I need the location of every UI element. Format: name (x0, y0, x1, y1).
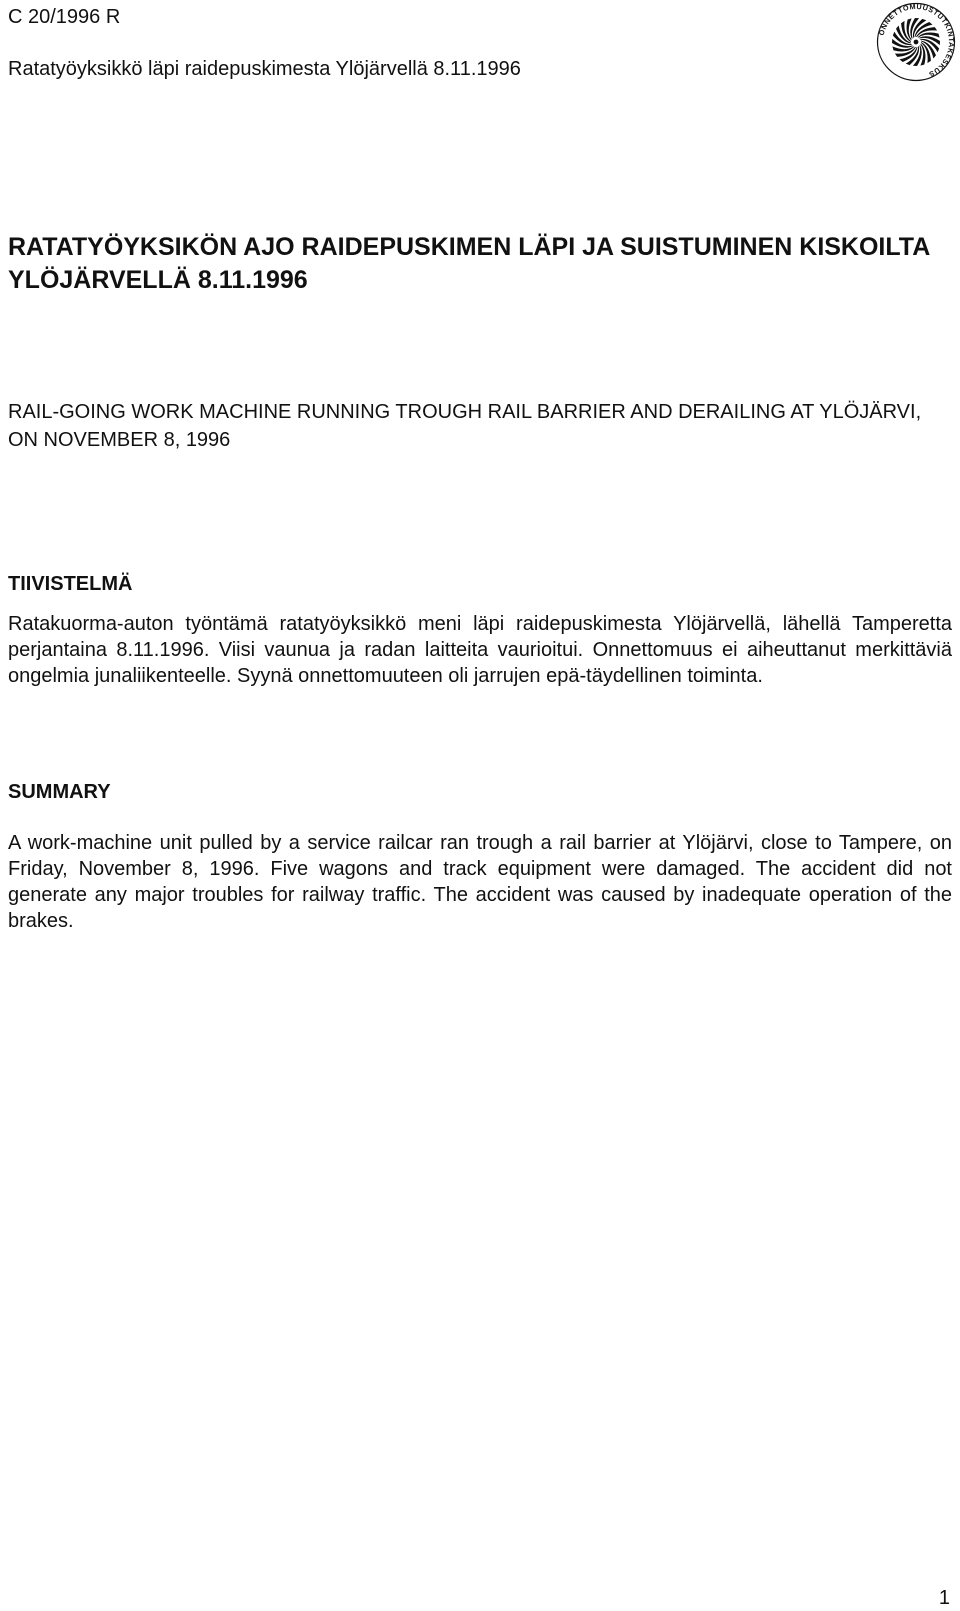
report-title-english: RAIL-GOING WORK MACHINE RUNNING TROUGH RAIL BARRIER AND DERAILING AT YLÖJÄRVI, ON NOVEMBER 8, 1996 (8, 401, 922, 451)
seal-lettering: ONNETTOMUUSTUTKINTAKESKUS (876, 2, 956, 80)
onnettomuustutkintakeskus-seal-icon (876, 2, 956, 82)
report-subtitle: Ratatyöyksikkö läpi raidepuskimesta Ylöjärvellä 8.11.1996 (8, 58, 521, 80)
report-reference: C 20/1996 R (8, 6, 121, 28)
summary-heading-finnish: TIIVISTELMÄ (8, 573, 133, 595)
summary-text-finnish: Ratakuorma-auton työntämä ratatyöyksikkö meni läpi raidepuskimesta Ylöjärvellä, lähellä Tamperetta perjantaina 8.11.1996. Viisi vaunua ja radan laitteita vaurioitui. Onnettomuus ei aiheuttanut merkittäviä ongelmia junaliikenteelle. Syynä onnettomuuteen oli jarrujen epä-täydellinen toiminta. (8, 613, 952, 687)
report-title-finnish: RATATYÖYKSIKÖN AJO RAIDEPUSKIMEN LÄPI JA SUISTUMINEN KISKOILTA YLÖJÄRVELLÄ 8.11.1996 (8, 233, 930, 294)
page-number: 1 (938, 1587, 950, 1609)
summary-text-english: A work-machine unit pulled by a service railcar ran trough a rail barrier at Ylöjärvi, close to Tampere, on Friday, November 8, 1996. Five wagons and track equipment were damaged. The accident did not generate any major troubles for railway traffic. The accident was caused by inadequate operation of the brakes. (8, 832, 952, 932)
summary-heading-english: SUMMARY (8, 781, 111, 803)
